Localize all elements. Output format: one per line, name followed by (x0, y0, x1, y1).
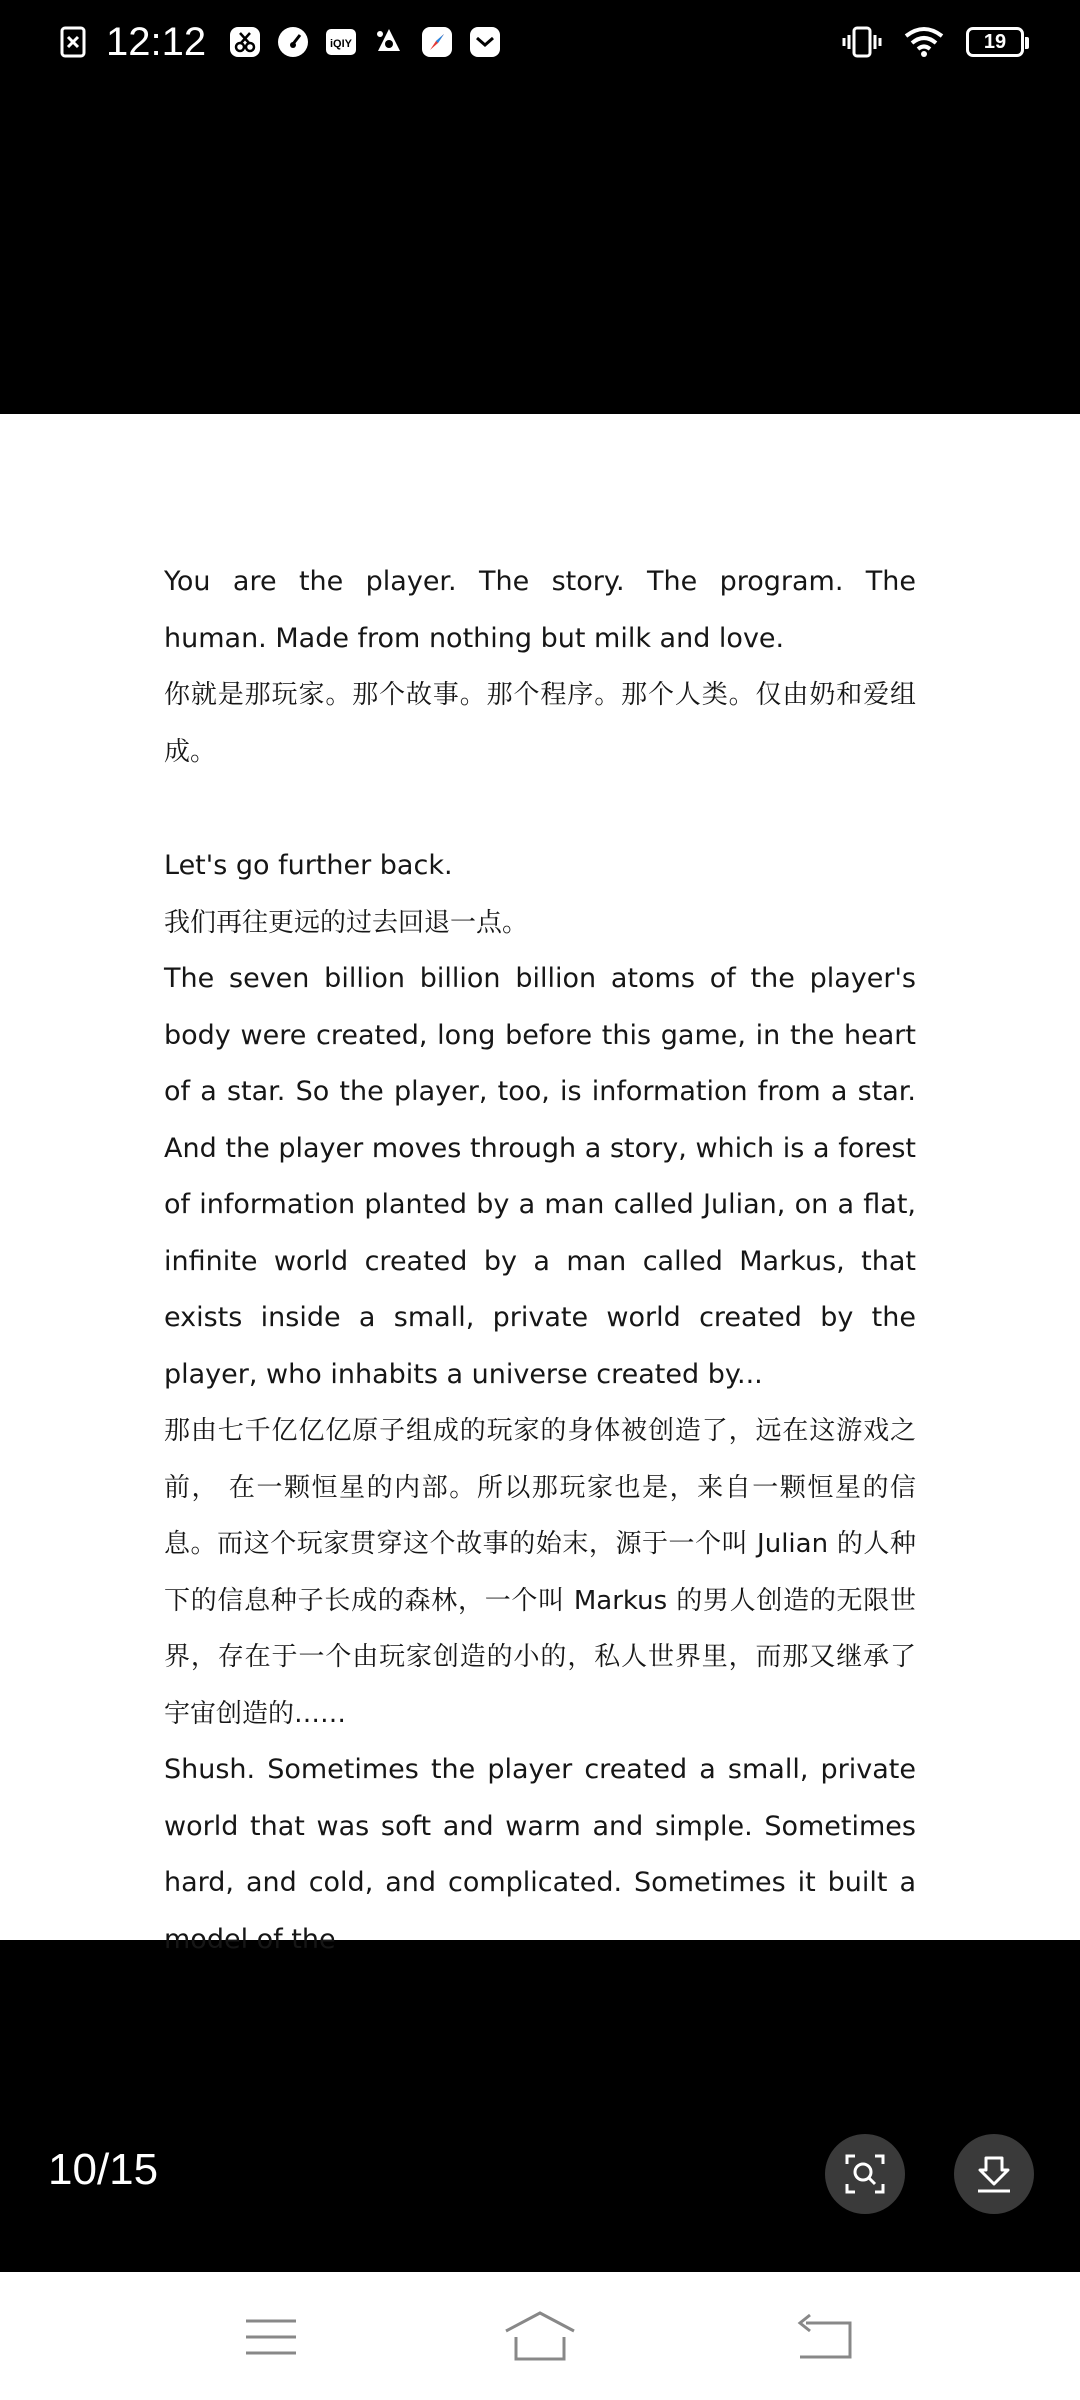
mail-app-icon (468, 25, 502, 59)
paragraph-en-2: Let's go further back. (164, 850, 453, 881)
battery-icon (966, 27, 1024, 57)
paragraph-gap (164, 780, 916, 838)
status-left (56, 18, 502, 66)
navigation-bar (0, 2272, 1080, 2400)
status-time: 12:12 (106, 19, 207, 64)
speedometer-app-icon (276, 25, 310, 59)
iqiyi-app-icon (324, 25, 358, 59)
svg-text:iQIY: iQIY (330, 38, 353, 50)
document-page (0, 414, 1080, 1955)
menu-button[interactable] (231, 2302, 311, 2372)
download-button[interactable] (954, 2134, 1034, 2214)
home-button[interactable] (500, 2302, 580, 2372)
paragraph-en-4: Shush. Sometimes the player created a small, private world that was soft and warm and simple. Sometimes hard, and cold, and complicated. Sometimes it built a model of the (164, 1754, 916, 1955)
game-app-icon (372, 25, 406, 59)
page-text (164, 554, 916, 1968)
page-counter: 10/15 (48, 2145, 159, 2194)
menu-icon (244, 2315, 298, 2359)
download-icon (972, 2152, 1016, 2196)
notification-x-icon (56, 25, 90, 59)
paragraph-zh-2: 我们再往更远的过去回退一点。 (164, 907, 529, 938)
back-icon (794, 2313, 854, 2361)
vibrate-icon (842, 25, 882, 59)
paragraph-zh-3: 那由七千亿亿亿原子组成的玩家的身体被创造了，远在这游戏之前， 在一颗恒星的内部。所以那玩家也是，来自一颗恒星的信息。而这个玩家贯穿这个故事的始末，源于一个叫 Julian 的人种下的信息种子长成的森林，一个叫 Markus 的男人创造的无限世界，存在于一个由玩家创造的小的，私人世界里，而那又继承了宇宙创造的…… (164, 1416, 916, 1729)
image-search-icon (843, 2152, 887, 2196)
paragraph-en-1: You are the player. The story. The program. The human. Made from nothing but milk and love. (164, 566, 916, 654)
image-search-button[interactable] (825, 2134, 905, 2214)
compass-app-icon (420, 25, 454, 59)
scissors-app-icon (228, 25, 262, 59)
home-icon (504, 2311, 576, 2363)
back-button[interactable] (784, 2302, 864, 2372)
wifi-icon (904, 26, 944, 58)
battery-level: 19 (983, 30, 1007, 53)
status-right (842, 22, 1024, 62)
paragraph-zh-1: 你就是那玩家。那个故事。那个程序。那个人类。仅由奶和爱组成。 (164, 680, 916, 767)
status-bar (0, 0, 1080, 84)
paragraph-en-3: The seven billion billion billion atoms of the player's body were created, long before this game, in the heart of a star. So the player, too, is information from a star. And the player moves through a story, which is a forest of information planted by a man called Julian, on a flat, infinite world created by a man called Markus, that exists inside a small, private world created by the player, who inhabits a universe created by... (164, 963, 916, 1390)
